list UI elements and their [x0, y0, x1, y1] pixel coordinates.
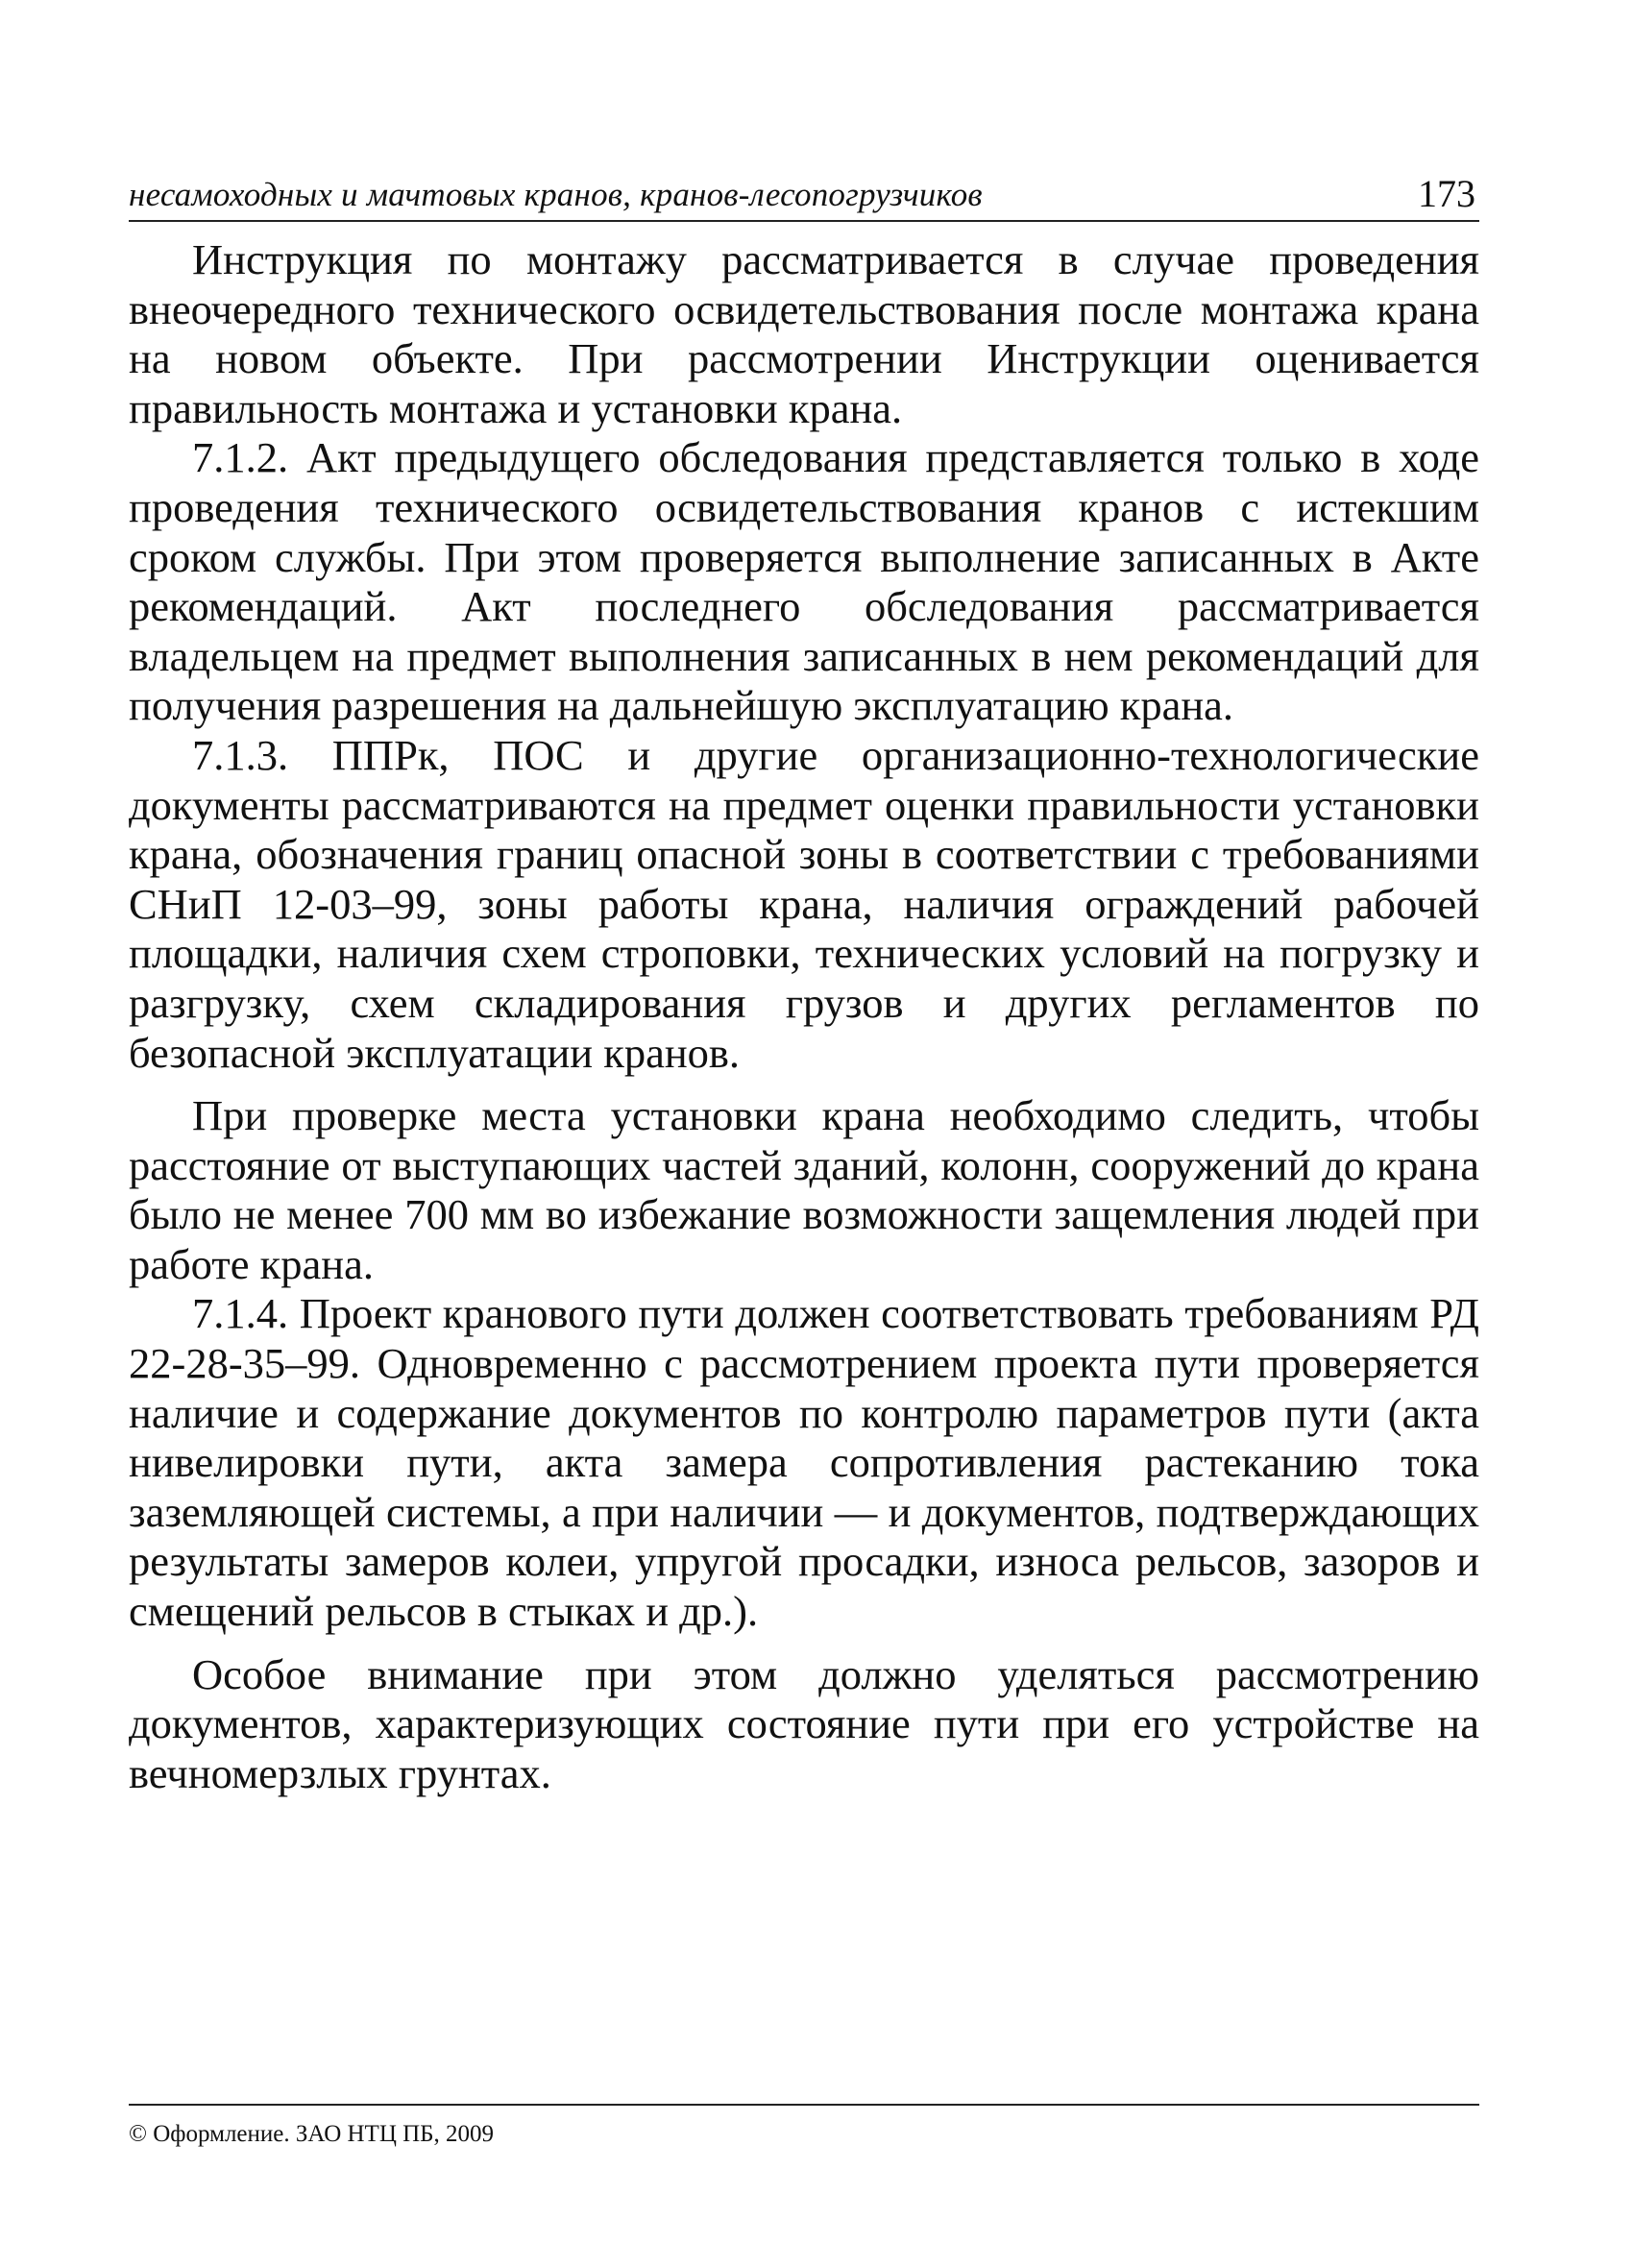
document-page: [129, 168, 1479, 1798]
footer-divider: [129, 2104, 1479, 2106]
page-number: 173: [1418, 172, 1475, 215]
paragraph-installation-clearance: При проверке места установки крана необходимо следить, чтобы расстояние от выступающих частей зданий, колонн, сооружений до крана было не менее 700 мм во избежание возможности защемления людей при работе крана.: [129, 1091, 1479, 1288]
page-footer: [129, 2104, 1479, 2148]
paragraph-7-1-2-inspection-act: 7.1.2. Акт предыдущего обследования представляется только в ходе проведения технического освидетельствования кранов с истекшим сроком службы. При этом проверяется выполнение записанных в Акте рекомендаций. Акт последнего обследования рассматривается владельцем на предмет выполнения записанных в нем рекомендаций для получения разрешения на дальнейшую эксплуатацию крана.: [129, 433, 1479, 730]
paragraph-crane-installation-instructions: Инструкция по монтажу рассматривается в случае проведения внеочередного технического освидетельствования после монтажа крана на новом объекте. При рассмотрении Инструкции оценивается правильность монтажа и установки крана.: [129, 235, 1479, 432]
copyright-notice: © Оформление. ЗАО НТЦ ПБ, 2009: [129, 2121, 495, 2147]
body-text: [129, 235, 1479, 1798]
running-title: несамоходных и мачтовых кранов, кранов-лесопогрузчиков: [129, 176, 983, 213]
paragraph-7-1-3-project-documents: 7.1.3. ППРк, ПОС и другие организационно-технологические документы рассматриваются на предмет оценки правильности установки крана, обозначения границ опасной зоны в соответствии с требованиями СНиП 12-03–99, зоны работы крана, наличия ограждений рабочей площадки, наличия схем строповки, технических условий на погрузку и разгрузку, схем складирования грузов и других регламентов по безопасной эксплуатации кранов.: [129, 730, 1479, 1077]
paragraph-permafrost-attention: Особое внимание при этом должно уделяться рассмотрению документов, характеризующих состояние пути при его устройстве на вечномерзлых грунтах.: [129, 1649, 1479, 1797]
paragraph-7-1-4-crane-track-project: 7.1.4. Проект кранового пути должен соответствовать требованиям РД 22-28-35–99. Одновременно с рассмотрением проекта пути проверяется наличие и содержание документов по контролю параметров пути (акта нивелировки пути, акта замера сопротивления растеканию тока заземляющей системы, а при наличии — и документов, подтверждающих результаты замеров колеи, упругой просадки, износа рельсов, зазоров и смещений рельсов в стыках и др.).: [129, 1289, 1479, 1636]
running-header: [129, 168, 1479, 222]
